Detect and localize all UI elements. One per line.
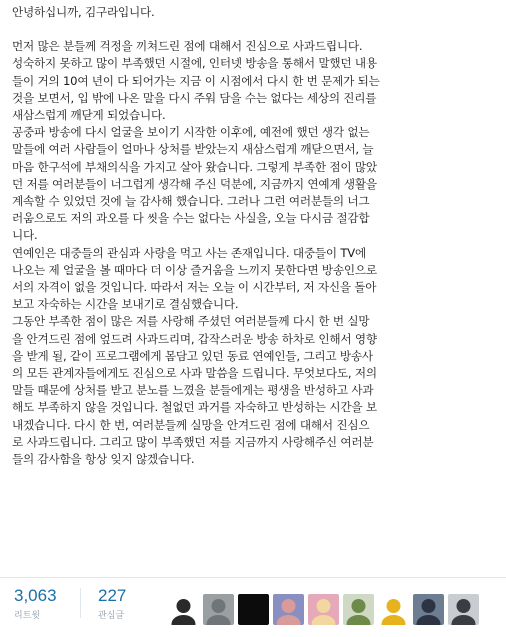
letter-line: 내겠습니다. 다시 한 번, 여러분들께 실망을 안겨드린 점에 대해서 진심으 bbox=[12, 417, 370, 432]
letter-line: 계속할 수 있었던 것에 늘 감사해 했습니다. 그러나 그런 여러분들의 너그 bbox=[12, 194, 370, 209]
cartoon-sketch-avatar-icon[interactable] bbox=[343, 594, 374, 625]
letter-paragraph bbox=[12, 245, 496, 314]
letter-line: 던 저를 여러분들이 너그럽게 생각해 주신 덕분에, 지금까지 연예계 생활을 bbox=[12, 176, 377, 191]
letter-line: 말들에 여러 사람들이 얼마나 상처를 받았는지 새삼스럽게 깨닫으면서, 늘 bbox=[12, 142, 374, 157]
letter-paragraph bbox=[12, 124, 496, 244]
likes-stat[interactable] bbox=[98, 586, 126, 621]
black-avatar-icon[interactable] bbox=[238, 594, 269, 625]
cat-photo-avatar-icon[interactable] bbox=[203, 594, 234, 625]
likes-count: 227 bbox=[98, 586, 127, 605]
retweets-stat[interactable] bbox=[14, 586, 57, 621]
stats-separator bbox=[80, 588, 81, 618]
letter-line: 로 사과드립니다. 그리고 많이 부족했던 저를 지금까지 사랑해주신 여러분 bbox=[12, 434, 374, 449]
letter-line: 들의 감사함을 항상 잊지 않겠습니다. bbox=[12, 452, 195, 467]
letter-line: 해도 부족하지 않을 것입니다. 철없던 과거를 자숙하고 반성하는 시간을 보 bbox=[12, 400, 377, 415]
retweets-count: 3,063 bbox=[14, 586, 57, 605]
person-photo-avatar-icon[interactable] bbox=[413, 594, 444, 625]
letter-line: 마음 한구석에 부채의식을 가지고 살아 왔습니다. 그렇게 부족한 점이 많았 bbox=[12, 159, 377, 174]
letter-line: 의 모든 관계자들에게도 진심으로 사과 말씀을 드립니다. 무엇보다도, 저의 bbox=[12, 366, 377, 381]
letter-body bbox=[12, 38, 496, 468]
letter-line: 말들 때문에 상처를 받고 분노를 느꼈을 분들에게는 평생을 반성하고 사과 bbox=[12, 383, 374, 398]
letter-line: 새삼스럽게 깨닫게 되었습니다. bbox=[12, 108, 166, 123]
letter-line: 서의 자격이 없을 것입니다. 따라서 저는 오늘 이 시간부터, 저 자신을 돌아 bbox=[12, 280, 377, 295]
letter-greeting: 안녕하십니까, 김구라입니다. bbox=[12, 5, 155, 19]
cartoon-characters-avatar-icon[interactable] bbox=[273, 594, 304, 625]
letter-line: 공중파 방송에 다시 얼굴을 보이기 시작한 이후에, 예전에 했던 생각 없는 bbox=[12, 125, 370, 140]
letter-line: 보고 자숙하는 시간을 보내기로 결심했습니다. bbox=[12, 297, 239, 312]
letter-line: 들이 거의 10여 년이 다 되어가는 지금 이 시점에서 다시 한 번 문제가 되는 bbox=[12, 73, 380, 88]
letter-paragraph bbox=[12, 38, 496, 124]
apology-letter-image bbox=[12, 4, 496, 576]
letter-line: 을 받게 될, 같이 프로그램에게 몸담고 있던 동료 연예인들, 그리고 방송사 bbox=[12, 348, 373, 363]
likes-label: 관심글 bbox=[98, 611, 125, 621]
pink-illustration-avatar-icon[interactable] bbox=[308, 594, 339, 625]
letter-line: 그동안 부족한 점이 많은 저를 사랑해 주셨던 여러분들께 다시 한 번 실망 bbox=[12, 314, 370, 329]
letter-line: 성숙하지 못하고 많이 부족했던 시절에, 인터넷 방송을 통해서 말했던 내용 bbox=[12, 56, 377, 71]
yellow-character-avatar-icon[interactable] bbox=[378, 594, 409, 625]
tweet-stats-bar bbox=[0, 578, 506, 637]
liker-avatars bbox=[168, 594, 479, 625]
letter-line: 을 안겨드린 점에 엎드려 사과드리며, 갑작스러운 방송 하차로 인해서 영향 bbox=[12, 331, 377, 346]
letter-line: 러움으로도 저의 과오를 다 씻을 수는 없다는 사실을, 오늘 다시금 절감합 bbox=[12, 211, 370, 226]
retweets-label: 리트윗 bbox=[14, 611, 41, 621]
letter-paragraph bbox=[12, 313, 496, 468]
dark-character-avatar-icon[interactable] bbox=[168, 594, 199, 625]
letter-line: 니다. bbox=[12, 228, 38, 243]
letter-line: 연예인은 대중들의 관심과 사랑을 먹고 사는 존재입니다. 대중들이 TV에 bbox=[12, 245, 366, 260]
letter-line: 나오는 제 얼굴을 볼 때마다 더 이상 즐거움을 느끼지 못한다면 방송인으로 bbox=[12, 262, 377, 277]
letter-line: 것을 보면서, 입 밖에 나온 말을 다시 주워 담을 수는 없다는 세상의 진리를 bbox=[12, 90, 377, 105]
letter-line: 먼저 많은 분들께 걱정을 끼쳐드린 점에 대해서 진심으로 사과드립니다. bbox=[12, 39, 363, 54]
person-portrait-avatar-icon[interactable] bbox=[448, 594, 479, 625]
